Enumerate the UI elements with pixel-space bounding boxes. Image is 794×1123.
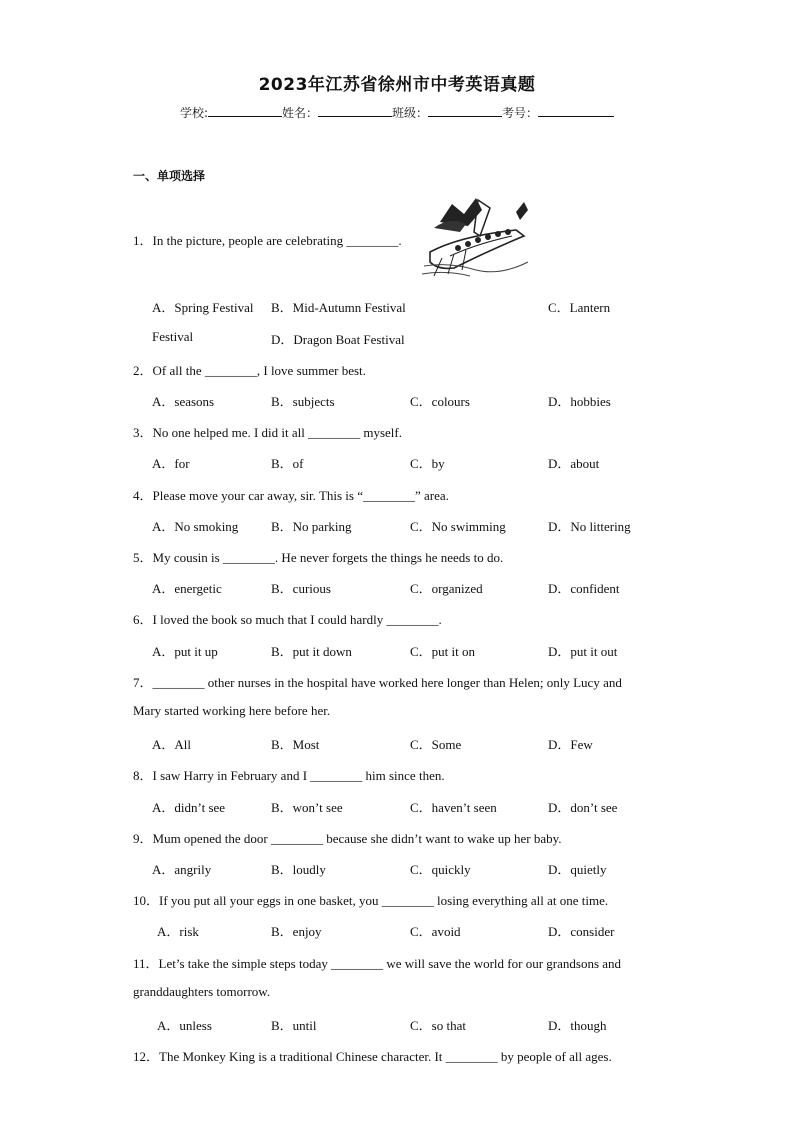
option-c[interactable]: C．Some: [410, 737, 462, 752]
option-a[interactable]: A．didn’t see: [152, 800, 226, 815]
question-text: In the picture, people are celebrating ________.: [152, 233, 402, 248]
question-7: [133, 672, 622, 691]
option-b[interactable]: B．until: [271, 1018, 317, 1033]
option-c[interactable]: C．so that: [410, 1018, 466, 1033]
question-11-options: [152, 1015, 672, 1033]
dragon-boat-picture-icon: [420, 192, 532, 280]
section-title: 一、单项选择: [133, 169, 206, 183]
question-1-options: [152, 297, 672, 315]
question-10-options: [152, 921, 672, 939]
question-4-options: [152, 516, 672, 534]
option-c[interactable]: C．organized: [410, 581, 483, 596]
option-b[interactable]: B．won’t see: [271, 800, 343, 815]
student-info-line: [0, 104, 794, 121]
question-number: 10．: [133, 893, 160, 908]
option-d[interactable]: D．though: [548, 1018, 607, 1033]
question-9-options: [152, 859, 672, 877]
question-text: Let’s take the simple steps today ________ we will save the world for our grandsons and: [158, 956, 622, 971]
option-d[interactable]: D．don’t see: [548, 800, 618, 815]
question-number: 1．: [133, 233, 153, 248]
question-number: 6．: [133, 612, 153, 627]
option-a[interactable]: A．seasons: [152, 394, 215, 409]
option-d[interactable]: D．hobbies: [548, 394, 611, 409]
question-11-text-continued: granddaughters tomorrow.: [133, 984, 271, 999]
option-b[interactable]: B．enjoy: [271, 924, 322, 939]
question-text: No one helped me. I did it all ________ myself.: [152, 425, 402, 440]
option-a[interactable]: A．energetic: [152, 581, 222, 596]
question-number: 11．: [133, 956, 159, 971]
name-blank: [318, 104, 392, 117]
option-c[interactable]: C．haven’t seen: [410, 800, 497, 815]
question-6: [133, 609, 442, 628]
question-2: [133, 360, 366, 379]
option-a[interactable]: A．put it up: [152, 644, 218, 659]
question-number: 7．: [133, 675, 153, 690]
option-a[interactable]: A．All: [152, 737, 192, 752]
question-7-text-continued: Mary started working here before her.: [133, 703, 331, 718]
option-c[interactable]: C．Lantern: [548, 300, 611, 315]
option-d[interactable]: D．put it out: [548, 644, 618, 659]
option-d[interactable]: D．about: [548, 456, 600, 471]
option-d[interactable]: D．No littering: [548, 519, 631, 534]
question-text: Of all the ________, I love summer best.: [152, 363, 366, 378]
option-a[interactable]: A．angrily: [152, 862, 212, 877]
question-4: [133, 485, 449, 504]
question-number: 9．: [133, 831, 153, 846]
question-number: 2．: [133, 363, 153, 378]
class-blank: [428, 104, 502, 117]
option-c-continued: Festival: [152, 329, 194, 344]
option-c[interactable]: C．No swimming: [410, 519, 506, 534]
option-b[interactable]: B．of: [271, 456, 304, 471]
option-d[interactable]: D．Dragon Boat Festival: [271, 332, 405, 347]
question-9: [133, 828, 562, 847]
question-5-options: [152, 578, 672, 596]
question-10: [133, 890, 608, 909]
question-number: 5．: [133, 550, 153, 565]
question-11: [133, 953, 621, 972]
option-d[interactable]: D．quietly: [548, 862, 607, 877]
option-b[interactable]: B．Most: [271, 737, 320, 752]
question-text: Mum opened the door ________ because she didn’t want to wake up her baby.: [152, 831, 562, 846]
question-1-options-row2: [152, 329, 672, 347]
question-number: 12．: [133, 1049, 160, 1064]
option-d[interactable]: D．confident: [548, 581, 620, 596]
question-number: 8．: [133, 768, 153, 783]
option-b[interactable]: B．subjects: [271, 394, 335, 409]
option-b[interactable]: B．curious: [271, 581, 331, 596]
option-a[interactable]: A．risk: [157, 924, 199, 939]
option-b[interactable]: B．No parking: [271, 519, 352, 534]
question-text: Please move your car away, sir. This is “________” area.: [152, 488, 449, 503]
option-d[interactable]: D．Few: [548, 737, 593, 752]
option-b[interactable]: B．Mid-Autumn Festival: [271, 300, 406, 315]
page-title: 2023年江苏省徐州市中考英语真题: [258, 75, 536, 95]
question-text: The Monkey King is a traditional Chinese character. It ________ by people of all ages.: [159, 1049, 612, 1064]
school-label: 学校:: [179, 106, 208, 120]
question-number: 4．: [133, 488, 153, 503]
option-c[interactable]: C．colours: [410, 394, 470, 409]
question-text: I saw Harry in February and I ________ him since then.: [152, 768, 445, 783]
question-6-options: [152, 641, 672, 659]
question-7-options: [152, 734, 672, 752]
question-8-options: [152, 797, 672, 815]
question-1: [133, 230, 402, 249]
question-text: I loved the book so much that I could hardly ________.: [152, 612, 442, 627]
question-5: [133, 547, 503, 566]
question-8: [133, 765, 445, 784]
option-c[interactable]: C．by: [410, 456, 445, 471]
option-a[interactable]: A．for: [152, 456, 190, 471]
option-c[interactable]: C．avoid: [410, 924, 461, 939]
option-b[interactable]: B．put it down: [271, 644, 352, 659]
question-text: If you put all your eggs in one basket, you ________ losing everything all at one time.: [159, 893, 609, 908]
question-text: My cousin is ________. He never forgets the things he needs to do.: [152, 550, 504, 565]
question-3: [133, 422, 402, 441]
option-a[interactable]: A．Spring Festival: [152, 300, 254, 315]
option-c[interactable]: C．quickly: [410, 862, 471, 877]
option-d[interactable]: D．consider: [548, 924, 615, 939]
option-a[interactable]: A．unless: [157, 1018, 212, 1033]
name-label: 姓名：: [282, 106, 319, 120]
question-2-options: [152, 391, 672, 409]
class-label: 班级：: [392, 106, 429, 120]
question-3-options: [152, 453, 672, 471]
option-b[interactable]: B．loudly: [271, 862, 326, 877]
question-text: ________ other nurses in the hospital have worked here longer than Helen; only Lucy and: [152, 675, 622, 690]
question-12: [133, 1046, 612, 1065]
question-number: 3．: [133, 425, 153, 440]
exam-number-blank: [538, 104, 614, 117]
school-blank: [208, 104, 282, 117]
exam-number-label: 考号：: [502, 106, 539, 120]
option-c[interactable]: C．put it on: [410, 644, 476, 659]
option-a[interactable]: A．No smoking: [152, 519, 239, 534]
